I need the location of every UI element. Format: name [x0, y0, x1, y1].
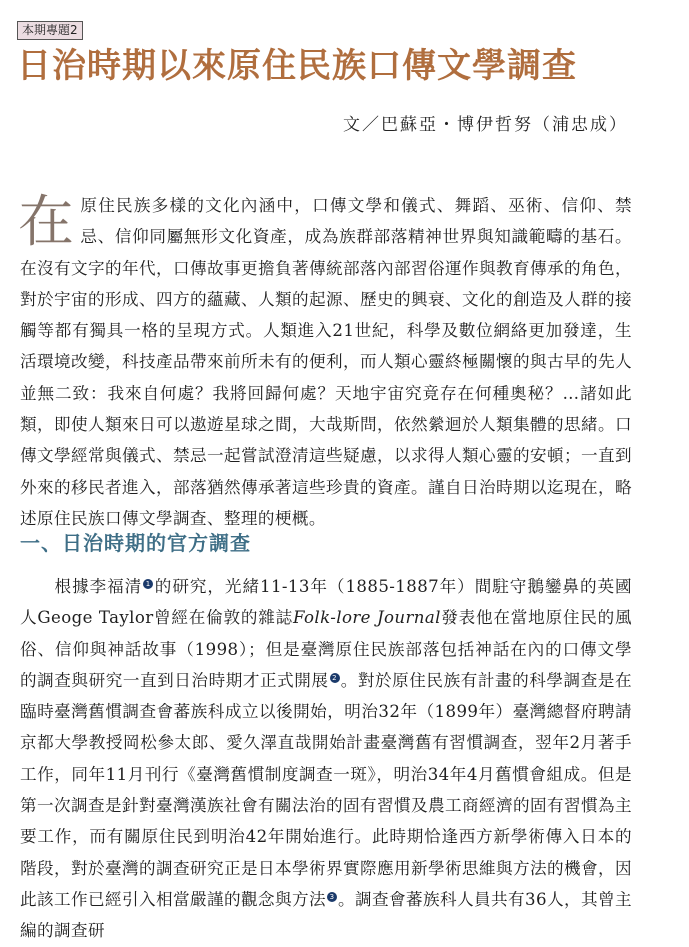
drop-cap: 在 — [18, 190, 75, 255]
intro-text: 原住民族多樣的文化內涵中，口傳文學和儀式、舞蹈、巫術、信仰、禁忌、信仰同屬無形文化資產，成為族群部落精神世界與知識範疇的基石。在沒有文字的年代，口傳故事更擔負著傳統部落內部習俗運作與教育傳承的角色，對於宇宙的形成、四方的蘊藏、人類的起源、歷史的興衰、文化的創造及人群的接觸等都有獨具一格的呈現方式。人類進入21世紀，科學及數位網絡更加發達，生活環境改變，科技產品帶來前所未有的便利，而人類心靈終極關懷的與古早的先人並無二致：我來自何處？我將回歸何處？天地宇宙究竟存在何種奧秘？…諸如此類，即使人類來日可以遨遊星球之間，大哉斯問，依然縈迴於人類集體的思緒。口傳文學經常與儀式、禁忌一起嘗試澄清這些疑慮，以求得人類心靈的安頓；一直到外來的移民者進入，部落猶然傳承著這些珍貴的資產。謹自日治時期以迄現在，略述原住民族口傳文學調查、整理的梗概。 — [20, 196, 632, 528]
section-paragraph — [20, 571, 632, 947]
author-byline: 文／巴蘇亞・博伊哲努（浦忠成） — [343, 115, 628, 135]
article-title: 日治時期以來原住民族口傳文學調查 — [17, 46, 577, 86]
text-segment: 發表他在當地原住民的風俗、信仰與神話故事（1998）；但是臺灣原住民族部落包括神話在內的口傳文學的調查與研究一直到日治時期才正式開展 — [20, 608, 632, 690]
section-heading: 一、日治時期的官方調查 — [20, 531, 251, 555]
footnote-marker-2[interactable]: 2 — [330, 673, 340, 683]
intro-paragraph — [20, 190, 632, 534]
text-segment: 根據李福清 — [54, 577, 143, 596]
footnote-marker-3[interactable]: 3 — [327, 892, 337, 902]
journal-title: Folk-lore Journal — [292, 608, 441, 628]
section-tag: 本期專題2 — [17, 21, 83, 40]
text-segment: 。對於原住民族有計畫的科學調查是在臨時臺灣舊慣調查會蕃族科成立以後開始，明治32年（1899年）臺灣總督府聘請京都大學教授岡松參太郎、愛久澤直哉開始計畫臺灣舊有習慣調查，翌年2月著手工作，同年11月刊行《臺灣舊慣制度調查一斑》，明治34年4月舊慣會組成。但是第一次調查是針對臺灣漢族社會有關法治的固有習慣及農工商經濟的固有習慣為主要工作，而有關原住民到明治42年開始進行。此時期恰逢西方新學術傳入日本的階段，對於臺灣的調查研究正是日本學術界實際應用新學術思維與方法的機會，因此該工作已經引入相當嚴謹的觀念與方法 — [20, 670, 632, 909]
footnote-marker-1[interactable]: 1 — [143, 579, 153, 589]
text-segment: 。調查會蕃族科人員共有36人，其曾主編的調查研 — [20, 889, 632, 941]
text-segment: 的研究，光緒11-13年（1885-1887年）間駐守鵝鑾鼻的英國人Geoge Taylor曾經在倫敦的雜誌 — [20, 577, 633, 628]
